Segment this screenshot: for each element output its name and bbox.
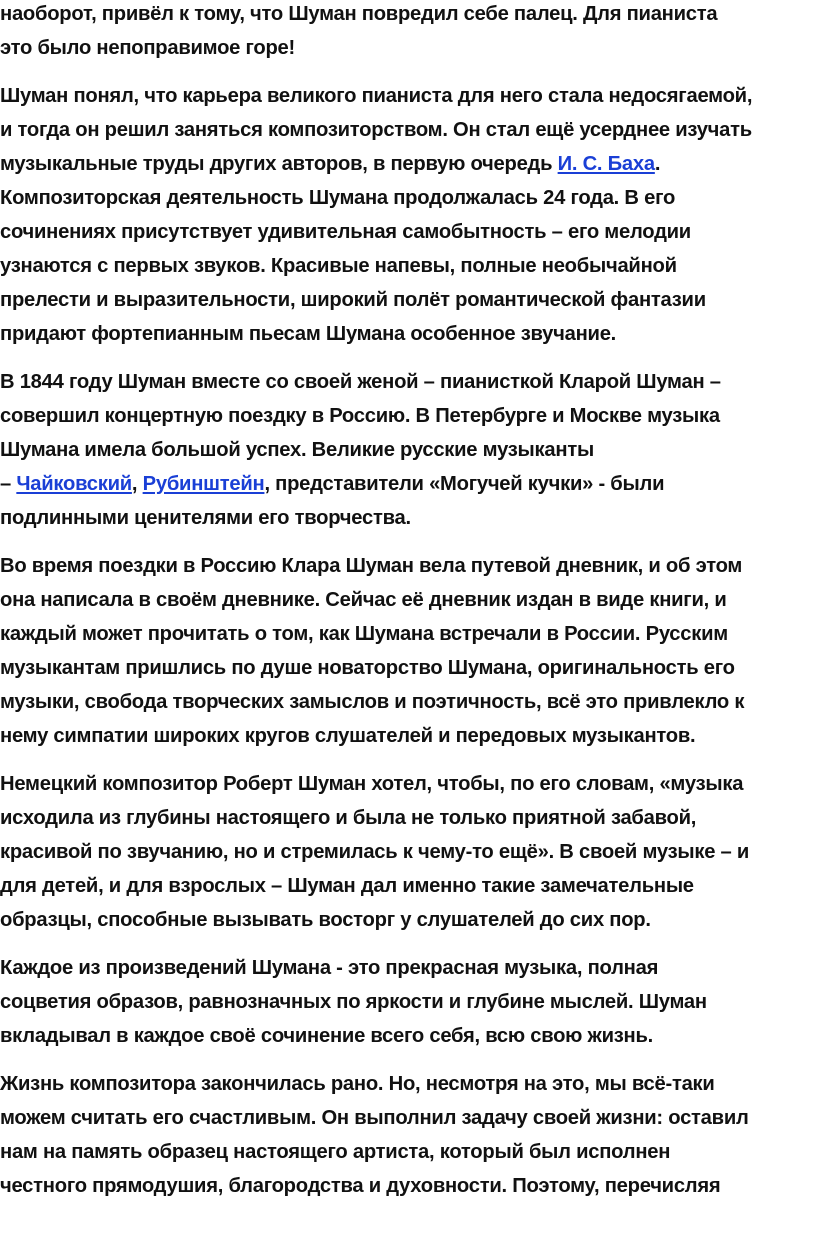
text-segment: Жизнь композитора закончилась рано. Но, несмотря на это, мы всё-таки	[0, 1073, 715, 1095]
text-segment: можем считать его счастливым. Он выполнил задачу своей жизни: оставил	[0, 1107, 749, 1129]
text-line	[0, 835, 812, 869]
text-segment: Немецкий композитор Роберт Шуман хотел, чтобы, по его словам, «музыка	[0, 773, 744, 795]
text-line	[0, 719, 812, 753]
text-line	[0, 1101, 812, 1135]
text-line	[0, 685, 812, 719]
text-segment: подлинными ценителями его творчества.	[0, 507, 411, 529]
text-line	[0, 1019, 812, 1053]
text-line	[0, 951, 812, 985]
text-segment: , представители «Могучей кучки» - были	[264, 473, 665, 495]
text-line	[0, 583, 812, 617]
paragraph	[0, 951, 812, 1053]
text-line	[0, 365, 812, 399]
link-tchaikovsky[interactable]: Чайковский	[16, 473, 132, 495]
text-line	[0, 433, 812, 467]
text-segment: наоборот, привёл к тому, что Шуман повредил себе палец. Для пианиста	[0, 3, 718, 25]
text-segment: Во время поездки в Россию Клара Шуман вела путевой дневник, и об этом	[0, 555, 743, 577]
text-line	[0, 0, 812, 31]
text-segment: –	[0, 473, 17, 495]
text-line	[0, 249, 812, 283]
text-segment: узнаются с первых звуков. Красивые напевы, полные необычайной	[0, 255, 677, 277]
text-segment: музыкантам пришлись по душе новаторство Шумана, оригинальность его	[0, 657, 735, 679]
paragraph	[0, 1067, 812, 1203]
paragraph	[0, 767, 812, 937]
text-line	[0, 501, 812, 535]
text-line	[0, 1067, 812, 1101]
text-segment: музыкальные труды других авторов, в первую очередь	[0, 153, 558, 175]
paragraph	[0, 549, 812, 753]
text-line	[0, 1169, 812, 1203]
text-line	[0, 31, 812, 65]
text-segment: честного прямодушия, благородства и духовности. Поэтому, перечисляя	[0, 1175, 721, 1197]
paragraph	[0, 79, 812, 351]
text-segment: каждый может прочитать о том, как Шумана встречали в России. Русским	[0, 623, 728, 645]
text-line	[0, 903, 812, 937]
text-segment: это было непоправимое горе!	[0, 37, 296, 59]
link-bach[interactable]: И. С. Баха	[557, 153, 655, 175]
text-segment: ,	[131, 473, 143, 495]
text-line	[0, 215, 812, 249]
text-segment: исходила из глубины настоящего и была не только приятной забавой,	[0, 807, 697, 829]
text-line	[0, 79, 812, 113]
text-segment: совершил концертную поездку в Россию. В Петербурге и Москве музыка	[0, 405, 720, 427]
text-line	[0, 147, 812, 181]
text-line	[0, 317, 812, 351]
text-segment: и тогда он решил заняться композиторством. Он стал ещё усерднее изучать	[0, 119, 752, 141]
text-segment: Каждое из произведений Шумана - это прекрасная музыка, полная	[0, 957, 659, 979]
text-segment: нему симпатии широких кругов слушателей и передовых музыкантов.	[0, 725, 696, 747]
text-segment: соцветия образов, равнозначных по яркости и глубине мыслей. Шуман	[0, 991, 707, 1013]
text-segment: прелести и выразительности, широкий полёт романтической фантазии	[0, 289, 706, 311]
text-segment: Шуман понял, что карьера великого пианиста для него стала недосягаемой,	[0, 85, 753, 107]
text-line	[0, 549, 812, 583]
link-rubinstein[interactable]: Рубинштейн	[142, 473, 265, 495]
paragraph	[0, 0, 812, 65]
text-segment: для детей, и для взрослых – Шуман дал именно такие замечательные	[0, 875, 694, 897]
text-line	[0, 767, 812, 801]
text-line	[0, 985, 812, 1019]
text-line	[0, 869, 812, 903]
text-line	[0, 113, 812, 147]
text-segment: сочинениях присутствует удивительная самобытность – его мелодии	[0, 221, 691, 243]
text-line	[0, 283, 812, 317]
text-segment: Шумана имела большой успех. Великие русские музыканты	[0, 439, 594, 461]
text-line	[0, 617, 812, 651]
text-segment: .	[654, 153, 661, 175]
text-segment: она написала в своём дневнике. Сейчас её дневник издан в виде книги, и	[0, 589, 727, 611]
text-segment: музыки, свобода творческих замыслов и поэтичность, всё это привлекло к	[0, 691, 745, 713]
text-segment: придают фортепианным пьесам Шумана особенное звучание.	[0, 323, 617, 345]
paragraph	[0, 365, 812, 535]
text-segment: образцы, способные вызывать восторг у слушателей до сих пор.	[0, 909, 651, 931]
text-segment: Композиторская деятельность Шумана продолжалась 24 года. В его	[0, 187, 676, 209]
text-segment: нам на память образец настоящего артиста, который был исполнен	[0, 1141, 671, 1163]
text-segment: В 1844 году Шуман вместе со своей женой – пианисткой Кларой Шуман –	[0, 371, 721, 393]
text-line	[0, 399, 812, 433]
text-segment: вкладывал в каждое своё сочинение всего себя, всю свою жизнь.	[0, 1025, 653, 1047]
text-line	[0, 1135, 812, 1169]
text-line	[0, 651, 812, 685]
text-segment: красивой по звучанию, но и стремилась к чему-то ещё». В своей музыке – и	[0, 841, 750, 863]
text-line	[0, 801, 812, 835]
text-line	[0, 467, 812, 501]
text-line	[0, 181, 812, 215]
